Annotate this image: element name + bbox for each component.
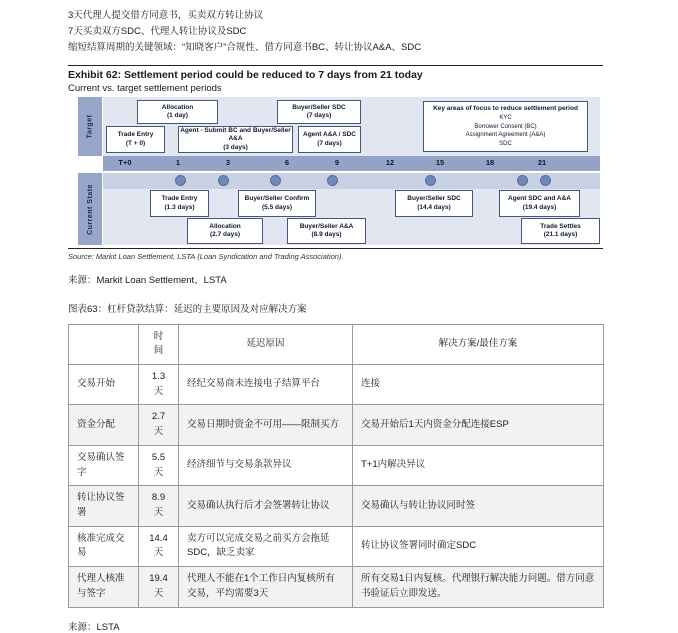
figure63-table: [68, 324, 604, 608]
box-duration: (21.1 days): [543, 231, 578, 238]
target-box-trade-entry: [106, 126, 165, 153]
target-label: Target: [86, 114, 94, 139]
timeline-tick-3: 3: [225, 158, 231, 167]
table-row: [69, 445, 604, 485]
time-unit: 天: [153, 426, 164, 438]
cell-reason: 交易日期时资金不可用——限制买方: [179, 405, 353, 445]
timeline-tick-9: 9: [334, 158, 340, 167]
cell-solution: 所有交易1日内复核。代理银行解决能力问题。借方同意书验证后立即发送。: [353, 567, 604, 607]
header-reason: 延迟原因: [179, 325, 353, 365]
current-state-label-bar: [78, 173, 102, 245]
target-box-allocation: [137, 100, 218, 124]
time-unit: 天: [153, 466, 164, 478]
cell-time: [139, 567, 179, 607]
timeline-tick-21: 21: [537, 158, 547, 167]
box-title: Allocation: [209, 222, 241, 230]
table-header-row: [69, 325, 604, 365]
milestone-dot-band: [103, 173, 600, 189]
box-title: Allocation: [161, 103, 194, 111]
time-value: 8.9: [151, 492, 166, 504]
cell-solution: 交易开始后1天内资金分配连接ESP: [353, 405, 604, 445]
box-title: Buyer/Seller SDC: [407, 195, 461, 203]
timeline-dot: [517, 175, 528, 186]
cell-solution: 交易确认与转让协议同时签: [353, 486, 604, 526]
box-duration: (19.4 days): [522, 203, 557, 211]
box-duration: (1 day): [167, 112, 188, 119]
cell-time: [139, 364, 179, 404]
header-stage: [69, 325, 139, 365]
cell-time: [139, 526, 179, 566]
timeline-tick-t0: T+0: [118, 158, 132, 167]
current-box-allocation: [187, 218, 263, 244]
box-title: Agent SDC and A&A: [508, 195, 571, 203]
box-title: Agent - Submit BC and Buyer/Seller A&A: [180, 126, 291, 143]
time-value: 19.4: [149, 573, 168, 585]
timeline-dot: [175, 175, 186, 186]
current-state-area: [103, 173, 600, 245]
time-unit: 天: [153, 587, 164, 599]
cell-time: [139, 405, 179, 445]
figure63-source: 来源：LSTA: [68, 621, 120, 633]
box-duration: (14.4 days): [417, 203, 451, 211]
time-value: 2.7: [151, 411, 166, 423]
cell-time: [139, 486, 179, 526]
box-duration: (8.9 days): [311, 231, 342, 238]
cell-solution: 转让协议签署同时确定SDC: [353, 526, 604, 566]
cell-reason: 代理人不能在1个工作日内复核所有交易，平均需要3天: [179, 567, 353, 607]
time-unit: 天: [153, 385, 164, 397]
exhibit-top-rule: [68, 65, 603, 66]
cell-solution: 连接: [353, 364, 604, 404]
box-title: Trade Entry: [161, 195, 198, 203]
cell-reason: 经济细节与交易条款异议: [179, 445, 353, 485]
timeline-dot: [218, 175, 229, 186]
cell-stage: 核准完成交易: [69, 526, 139, 566]
target-box-agent-aa-sdc: [298, 126, 361, 153]
exhibit-subtitle: Current vs. target settlement periods: [68, 83, 222, 94]
key-area-item: SDC: [499, 140, 512, 147]
timeline-tick-6: 6: [284, 158, 290, 167]
timeline-axis: [103, 156, 600, 171]
table-row: [69, 567, 604, 607]
timeline-dot: [270, 175, 281, 186]
current-box-trade-entry: [150, 190, 209, 217]
box-title: Buyer/Seller A&A: [299, 222, 354, 230]
box-duration: (5.5 days): [262, 203, 292, 211]
intro-line-2: 7天买卖双方SDC、代理人转让协议及SDC: [68, 26, 247, 37]
target-section-area: [103, 97, 600, 156]
exhibit-title: Exhibit 62: Settlement period could be reduced to 7 days from 21 today: [68, 69, 423, 81]
target-box-agent-submit-bc-aa: [178, 126, 293, 153]
box-title: Trade Settles: [540, 222, 581, 230]
timeline-dot: [540, 175, 551, 186]
timeline-dot: [327, 175, 338, 186]
box-duration: (7 days): [306, 112, 332, 119]
intro-line-3: 缩短结算周期的关键领域：“知晓客户”合规性、借方同意书BC、转让协议A&A、SDC: [68, 42, 422, 53]
time-value: 5.5: [151, 451, 166, 463]
time-unit: 天: [153, 507, 164, 518]
time-value: 14.4: [149, 532, 168, 544]
key-areas-heading: Key areas of focus to reduce settlement period: [433, 105, 578, 113]
target-section-label-bar: [78, 97, 102, 156]
intro-line-1: 3天代理人提交借方同意书，买卖双方转让协议: [68, 10, 264, 21]
timeline-tick-18: 18: [485, 158, 495, 167]
timeline-tick-1: 1: [175, 158, 181, 167]
key-area-item: KYC: [499, 114, 512, 121]
box-title: Buyer/Seller SDC: [292, 103, 346, 111]
time-value: 1.3: [151, 370, 166, 382]
current-box-buyer-seller-confirm: [238, 190, 316, 217]
cell-time: [139, 445, 179, 485]
exhibit-bottom-rule: [68, 248, 603, 249]
table-row: [69, 405, 604, 445]
timeline-dot: [425, 175, 436, 186]
box-title: Agent A&A / SDC: [303, 131, 356, 139]
cell-reason: 卖方可以完成交易之前买方会拖延SDC，缺乏卖家: [179, 526, 353, 566]
exhibit-source: Source: Markit Loan Settlement, LSTA (Loan Syndication and Trading Association).: [68, 252, 344, 261]
key-area-item: Borrower Consent (BC): [474, 123, 537, 130]
key-area-item: Assignment Agreement (A&A): [465, 132, 546, 139]
cell-reason: 经纪交易商未连接电子结算平台: [179, 364, 353, 404]
settlement-timeline-diagram: [68, 97, 603, 245]
table-row: [69, 486, 604, 526]
current-state-label: Current State: [86, 183, 94, 235]
table-row: [69, 526, 604, 566]
current-box-buyer-seller-aa: [287, 218, 366, 244]
current-box-agent-sdc-aa: [499, 190, 580, 217]
target-box-buyer-seller-sdc: [277, 100, 361, 124]
current-box-trade-settles: [521, 218, 600, 244]
box-duration: (3 days): [223, 143, 248, 151]
box-duration: (7 days): [317, 139, 342, 147]
cell-stage: 资金分配: [69, 405, 139, 445]
key-areas-box: [423, 101, 588, 152]
cell-solution: T+1内解决异议: [353, 445, 604, 485]
figure63-title: 图表63：杠杆贷款结算：延迟的主要原因及对应解决方案: [68, 304, 307, 315]
cell-reason: 交易确认执行后才会签署转让协议: [179, 486, 353, 526]
cell-stage: 交易确认签字: [69, 445, 139, 485]
table-row: [69, 364, 604, 404]
header-solution: 解决方案/最佳方案: [353, 325, 604, 365]
current-box-buyer-seller-sdc: [395, 190, 473, 217]
box-title: Buyer/Seller Confirm: [244, 195, 310, 203]
cell-stage: 交易开始: [69, 364, 139, 404]
time-unit: 天: [153, 547, 164, 559]
box-duration: (2.7 days): [210, 231, 240, 238]
cell-stage: 代理人核准与签字: [69, 567, 139, 607]
box-duration: (1.3 days): [164, 203, 195, 211]
cell-stage: 转让协议签署: [69, 486, 139, 526]
timeline-tick-15: 15: [435, 158, 445, 167]
header-time: [139, 325, 179, 365]
header-time-label: 时间: [153, 331, 164, 357]
exhibit-source-cn: 来源：Markit Loan Settlement、LSTA: [68, 275, 227, 286]
box-duration: (T + 0): [125, 139, 146, 147]
box-title: Trade Entry: [117, 131, 154, 139]
timeline-tick-12: 12: [385, 158, 395, 167]
